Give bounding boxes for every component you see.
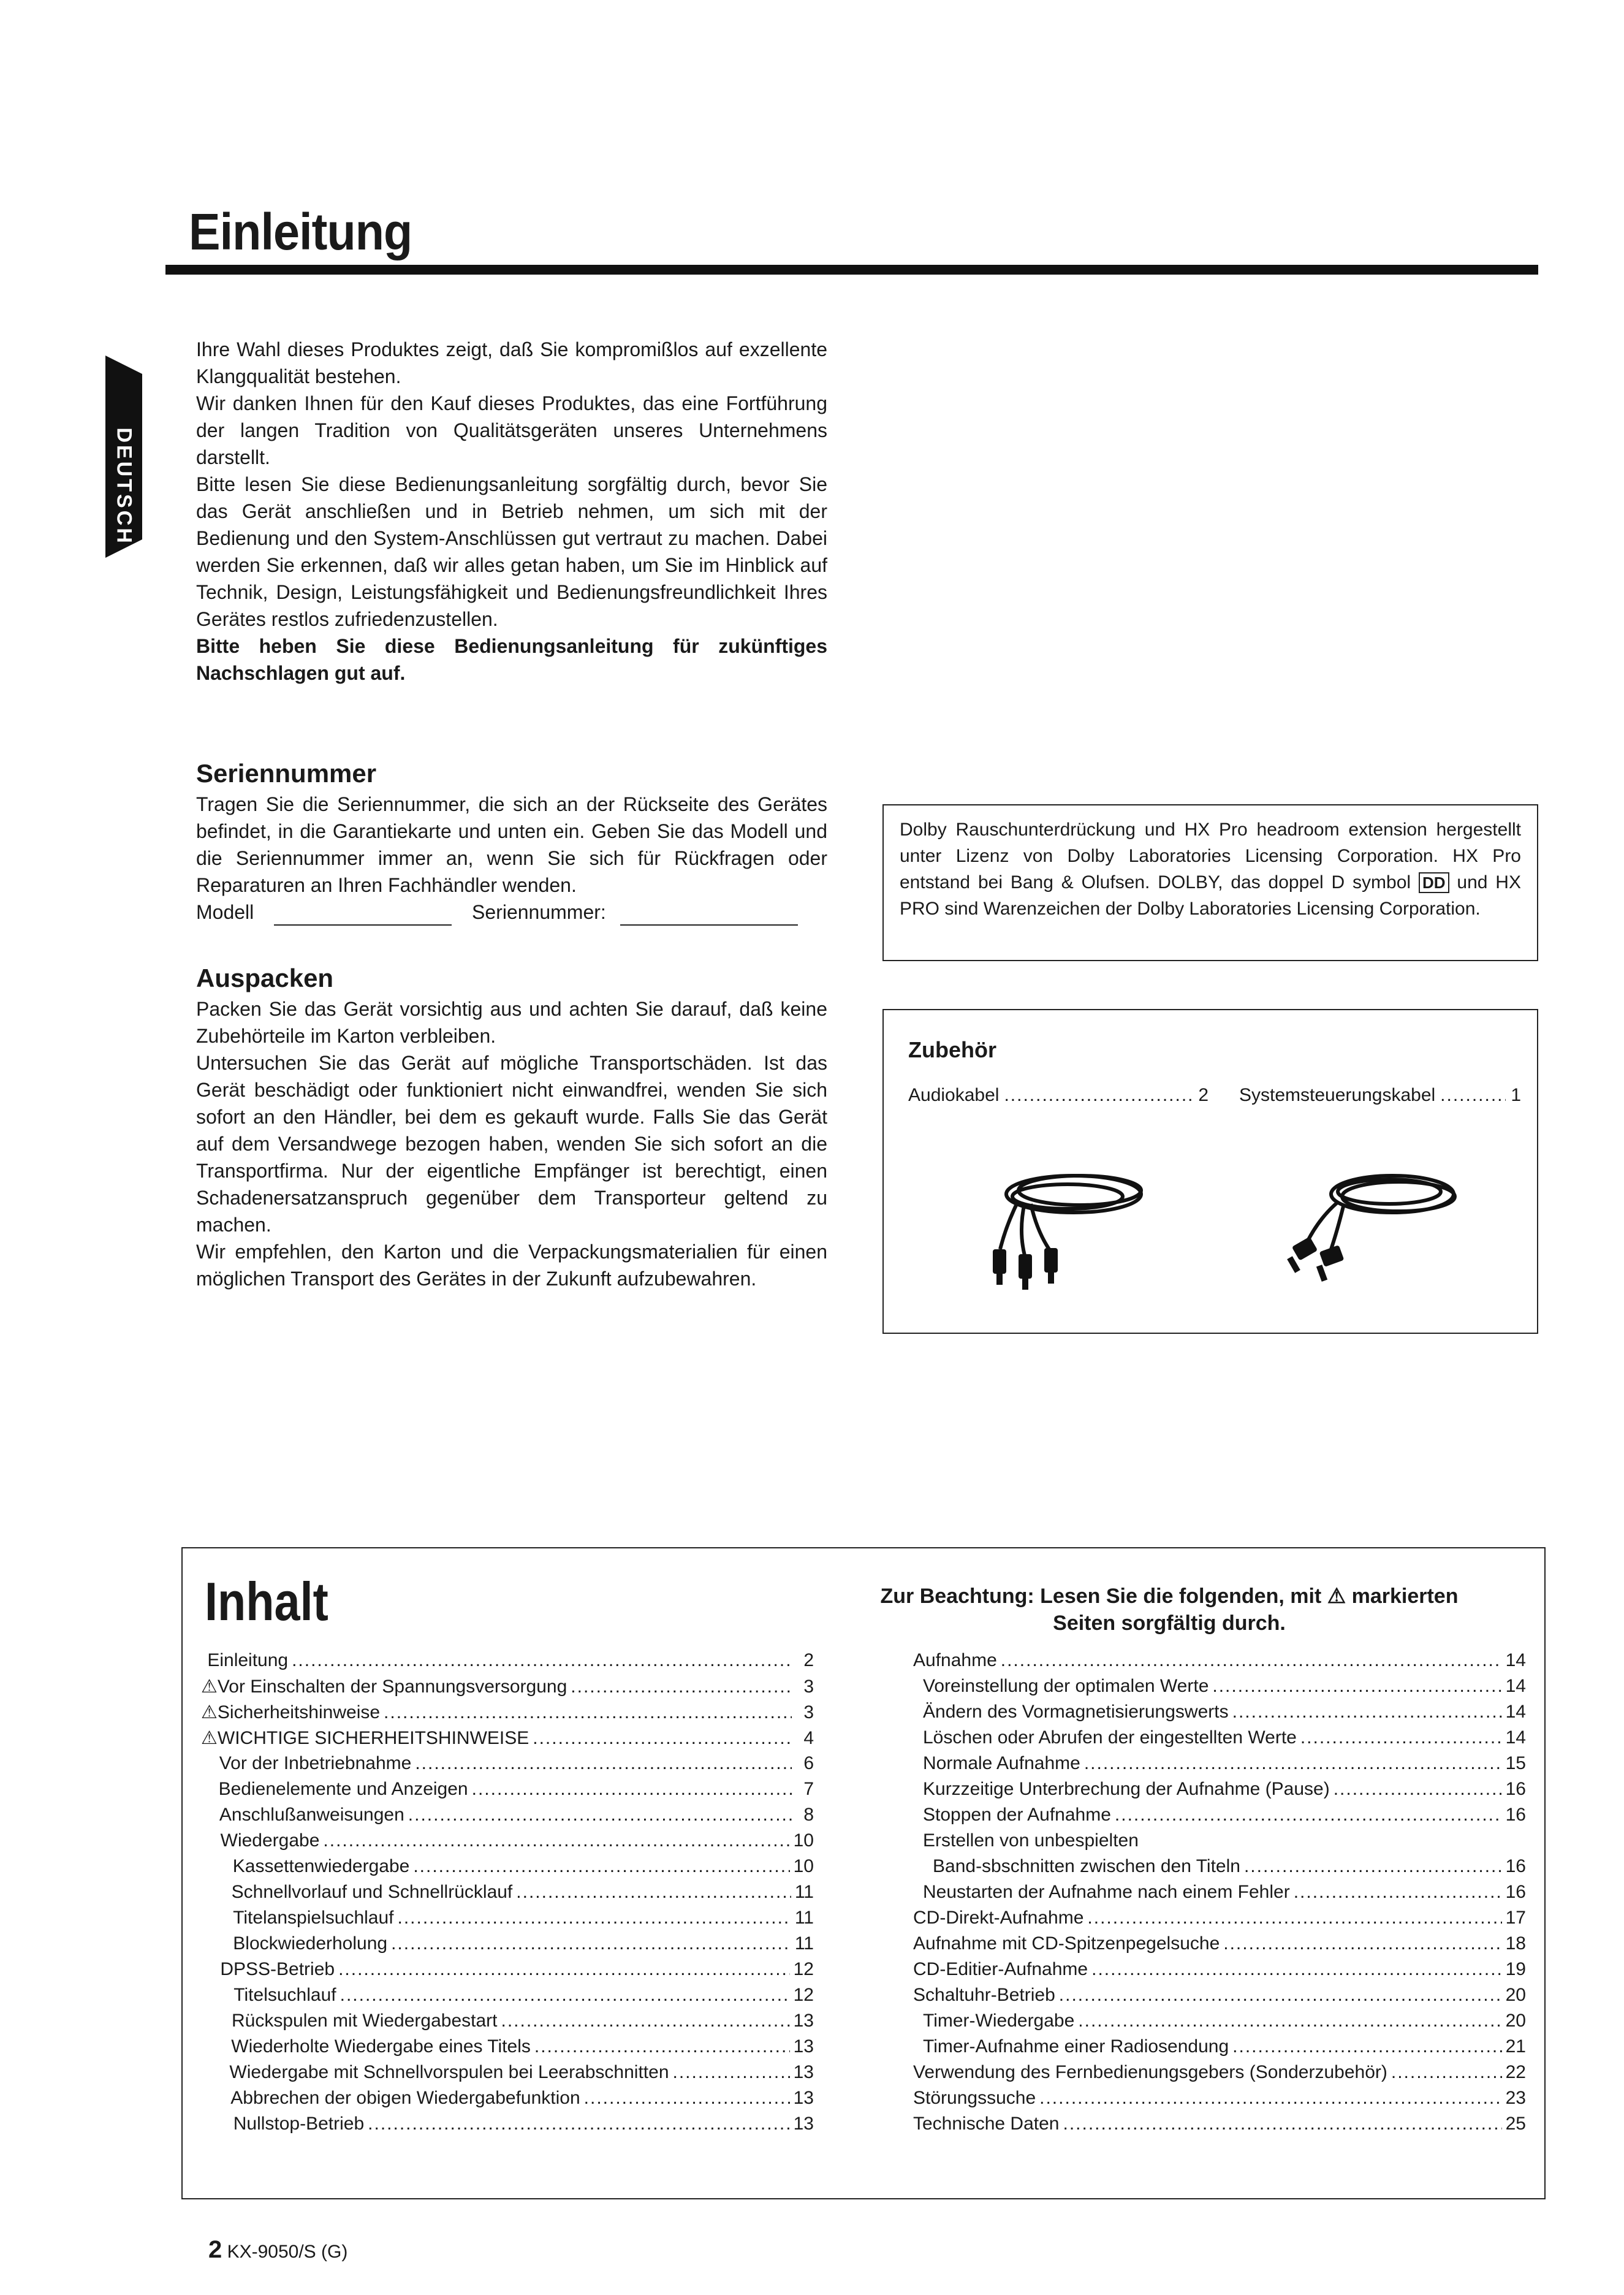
toc-leader-dots	[472, 1779, 792, 1800]
intro-paragraph-1: Ihre Wahl dieses Produktes zeigt, daß Sie kompromißlos auf exzellente Klangqualität bestehen.	[196, 338, 827, 387]
intro-section	[196, 336, 827, 687]
toc-entry[interactable]	[228, 2088, 814, 2114]
toc-leader-dots	[1212, 1676, 1501, 1697]
toc-entry[interactable]	[913, 2062, 1526, 2088]
toc-entry-label: Timer-Wiedergabe	[923, 2011, 1075, 2031]
toc-leader-dots	[516, 1882, 791, 1903]
toc-entry[interactable]	[913, 2088, 1526, 2114]
toc-leader-dots	[1087, 1908, 1501, 1928]
toc-entry-page: 13	[793, 2062, 814, 2082]
toc-leader-dots	[338, 1959, 790, 1980]
dolby-line-1: Dolby Rauschunterdrückung und HX Pro headroom extension hergestellt unter Lizenz von Dolby Laboratories Licensing Corporation. HX Pro entstand bei Bang & Olufsen.	[900, 820, 1521, 893]
toc-entry-page: 4	[803, 1728, 814, 1748]
accessory-audio-cable	[908, 1085, 1209, 1106]
toc-entry[interactable]	[933, 1856, 1526, 1882]
toc-entry-page: 13	[793, 2114, 814, 2134]
dolby-line-2-end: und HX PRO sind Warenzeichen der Dolby Laboratories Licensing Corporation.	[900, 872, 1521, 919]
toc-entry-label: Rückspulen mit Wiedergabestart	[231, 2011, 498, 2031]
toc-leader-dots	[1091, 1959, 1502, 1980]
table-of-contents	[181, 1547, 1546, 2199]
toc-entry-page: 20	[1505, 1985, 1526, 2005]
toc-entry-label: Wiedergabe	[220, 1830, 320, 1851]
toc-entry[interactable]	[228, 1908, 814, 1933]
warning-triangle-icon: ⚠	[201, 1702, 218, 1722]
toc-entry-page: 16	[1505, 1779, 1526, 1799]
toc-entry-label: Vor Einschalten der Spannungsversorgung	[217, 1677, 567, 1697]
toc-entry-label: DPSS-Betrieb	[220, 1959, 335, 1979]
toc-entry-page: 21	[1505, 2036, 1526, 2057]
toc-entry[interactable]	[923, 1676, 1526, 1702]
toc-entry-label: Löschen oder Abrufen der eingestellten Werte	[923, 1727, 1297, 1748]
title-divider	[165, 265, 1538, 275]
toc-leader-dots	[415, 1753, 792, 1774]
toc-leader-dots	[292, 1650, 792, 1671]
toc-entry-page: 6	[803, 1753, 814, 1773]
toc-leader-dots	[584, 2088, 790, 2109]
warning-triangle-icon: ⚠	[201, 1728, 218, 1748]
toc-entry[interactable]	[214, 1779, 814, 1805]
toc-entry-label: Einleitung	[207, 1650, 289, 1670]
toc-leader-dots	[1232, 1702, 1502, 1722]
toc-leader-dots	[533, 1728, 792, 1749]
toc-entry-label: Schnellvorlauf und Schnellrücklauf	[231, 1882, 513, 1902]
toc-leader-dots	[368, 2114, 789, 2134]
toc-entry-label: WICHTIGE SICHERHEITSHINWEISE	[217, 1728, 529, 1748]
toc-entry-label: Technische Daten	[913, 2114, 1060, 2134]
toc-entry-page: 13	[793, 2036, 814, 2057]
toc-leader-dots	[323, 1830, 789, 1851]
accessory-name: Systemsteuerungskabel	[1239, 1085, 1436, 1105]
toc-leader-dots	[1059, 1985, 1502, 2006]
toc-entry[interactable]	[923, 1882, 1526, 1908]
toc-entry-label: Bedienelemente und Anzeigen	[218, 1779, 468, 1799]
toc-leader-dots	[1294, 1882, 1502, 1903]
toc-caution-note	[808, 1583, 1531, 1637]
toc-leader-dots	[340, 1985, 790, 2006]
toc-entry-label: Band-sbschnitten zwischen den Titeln	[933, 1856, 1240, 1876]
serial-number-label: Seriennummer:	[472, 901, 606, 923]
toc-entry[interactable]	[228, 1882, 814, 1908]
toc-entry[interactable]	[228, 2114, 814, 2139]
toc-entry-label: Voreinstellung der optimalen Werte	[923, 1676, 1209, 1696]
toc-leader-dots	[1232, 2036, 1501, 2057]
accessories-box	[882, 1009, 1538, 1334]
warning-triangle-icon: ⚠	[201, 1677, 218, 1697]
toc-entry-label: Blockwiederholung	[233, 1933, 388, 1954]
toc-leader-dots	[1001, 1650, 1502, 1671]
serial-fields	[196, 899, 827, 926]
side-tab-label	[112, 428, 136, 479]
toc-entry-page: 16	[1505, 1882, 1526, 1902]
toc-leader-dots	[1084, 1753, 1502, 1774]
model-code: KX-9050/S (G)	[227, 2242, 348, 2262]
toc-leader-dots	[398, 1908, 791, 1928]
toc-entry[interactable]	[923, 2011, 1526, 2036]
toc-entry-page: 18	[1505, 1933, 1526, 1954]
toc-leader-dots	[501, 2011, 790, 2031]
toc-entry-label: Erstellen von unbespielten	[923, 1830, 1139, 1851]
toc-entry[interactable]	[214, 1805, 814, 1830]
toc-entry-label: Timer-Aufnahme einer Radiosendung	[923, 2036, 1229, 2057]
unpack-section	[196, 965, 827, 1292]
toc-leader-dots	[673, 2062, 790, 2083]
toc-leader-dots	[1300, 1727, 1502, 1748]
toc-leader-dots	[1078, 2011, 1501, 2031]
toc-entry-page: 16	[1505, 1856, 1526, 1876]
toc-entry-label: Abbrechen der obigen Wiedergabefunktion	[230, 2088, 580, 2108]
toc-entry[interactable]	[923, 1702, 1526, 1727]
toc-leader-dots	[534, 2036, 790, 2057]
toc-entry-page: 10	[793, 1830, 814, 1851]
toc-entry[interactable]	[214, 1753, 814, 1779]
toc-leader-dots	[1334, 1779, 1502, 1800]
toc-leader-dots	[1039, 2088, 1501, 2109]
toc-entry-label: Stoppen der Aufnahme	[923, 1805, 1111, 1825]
serial-blank-line	[620, 904, 798, 926]
toc-entry-page: 3	[803, 1677, 814, 1697]
toc-entry-label: Titelanspielsuchlauf	[233, 1908, 394, 1928]
toc-entry[interactable]	[923, 1830, 1526, 1856]
toc-entry[interactable]	[913, 1933, 1526, 1959]
toc-entry-page: 19	[1505, 1959, 1526, 1979]
toc-entry-page: 25	[1505, 2114, 1526, 2134]
toc-entry[interactable]	[923, 2036, 1526, 2062]
toc-entry[interactable]	[201, 1676, 814, 1702]
audio-cable-illustration	[963, 1151, 1147, 1292]
unpack-paragraph-3: Wir empfehlen, den Karton und die Verpackungsmaterialien für einen möglichen Transport des Gerätes in der Zukunft aufzubewahren.	[196, 1241, 827, 1290]
page-number: 2	[208, 2236, 222, 2263]
accessory-name: Audiokabel	[908, 1085, 1000, 1105]
system-cable-illustration	[1270, 1151, 1466, 1292]
unpack-paragraph-2: Untersuchen Sie das Gerät auf mögliche Transportschäden. Ist das Gerät beschädigt oder funktioniert nicht einwandfrei, wenden Sie sich sofort an den Händler, bei dem es gekauft wurde. Falls Sie das Gerät auf dem Versandwege bezogen haben, wenden Sie sich sofort an die Transportfirma. Nur der eigentliche Empfänger ist berechtigt, einen Schadenersatzanspruch gegenüber dem Transporteur geltend zu machen.	[196, 1052, 827, 1236]
toc-entry-page: 14	[1505, 1727, 1526, 1748]
toc-note-line-1: Zur Beachtung: Lesen Sie die folgenden, mit ⚠ markierten	[880, 1585, 1459, 1608]
toc-entry-page: 8	[803, 1805, 814, 1825]
toc-entry-label: CD-Editier-Aufnahme	[913, 1959, 1088, 1979]
toc-entry[interactable]	[913, 1959, 1526, 1985]
toc-entry-page: 11	[794, 1908, 814, 1928]
toc-leader-dots	[408, 1805, 792, 1825]
toc-leader-dots	[1391, 2062, 1502, 2083]
toc-entry-page: 17	[1505, 1908, 1526, 1928]
page-footer	[208, 2236, 347, 2264]
toc-entry[interactable]	[201, 1702, 814, 1727]
toc-entry-page: 3	[803, 1702, 814, 1722]
toc-entry-label: Normale Aufnahme	[923, 1753, 1080, 1773]
toc-entry-page: 11	[794, 1882, 814, 1902]
toc-leader-dots	[1115, 1805, 1502, 1825]
toc-entry-page: 13	[793, 2088, 814, 2108]
toc-entry-page: 14	[1505, 1702, 1526, 1722]
toc-entry[interactable]	[923, 1779, 1526, 1805]
toc-entry-label: Anschlußanweisungen	[219, 1805, 404, 1825]
toc-entry[interactable]	[201, 1727, 814, 1753]
intro-keep-note: Bitte heben Sie diese Bedienungsanleitung für zukünftiges Nachschlagen gut auf.	[196, 635, 827, 684]
accessory-system-cable	[1239, 1085, 1521, 1106]
toc-entry[interactable]	[228, 2036, 814, 2062]
toc-leader-dots	[413, 1856, 789, 1877]
toc-entry[interactable]	[214, 1830, 814, 1856]
toc-entry[interactable]	[228, 2062, 814, 2088]
toc-entry[interactable]	[228, 1933, 814, 1959]
toc-entry-label: Titelsuchlauf	[233, 1985, 336, 2005]
accessories-heading: Zubehör	[908, 1037, 996, 1062]
accessory-count: 2	[1198, 1085, 1209, 1105]
toc-entry[interactable]	[913, 1650, 1526, 1676]
toc-entry-page: 14	[1505, 1676, 1526, 1696]
unpack-heading: Auspacken	[196, 964, 334, 992]
toc-leader-dots	[1223, 1933, 1501, 1954]
toc-leader-dots	[571, 1677, 792, 1697]
toc-leader-dots	[1063, 2114, 1501, 2134]
toc-entry-label: Nullstop-Betrieb	[233, 2114, 365, 2134]
toc-leader-dots	[391, 1933, 791, 1954]
dolby-line-2-start: DOLBY, das doppel D symbol	[1158, 872, 1411, 893]
toc-entry[interactable]	[228, 1856, 814, 1882]
serial-text: Tragen Sie die Seriennummer, die sich an der Rückseite des Gerätes befindet, in die Garantiekarte und unten ein. Geben Sie das Modell und die Seriennummer immer an, wenn Sie sich für Rückfragen oder Reparaturen an Ihren Fachhändler wenden.	[196, 793, 827, 896]
toc-entry-page: 2	[803, 1650, 814, 1670]
toc-entry-page: 12	[793, 1959, 814, 1979]
serial-heading: Seriennummer	[196, 759, 377, 788]
toc-entry[interactable]	[923, 1753, 1526, 1779]
unpack-paragraph-1: Packen Sie das Gerät vorsichtig aus und achten Sie darauf, daß keine Zubehörteile im Karton verbleiben.	[196, 998, 827, 1047]
toc-entry-page: 11	[794, 1933, 814, 1954]
toc-entry-label: Vor der Inbetriebnahme	[219, 1753, 412, 1773]
toc-entry[interactable]	[923, 1805, 1526, 1830]
toc-entry-page: 14	[1505, 1650, 1526, 1670]
toc-entry-page: 16	[1505, 1805, 1526, 1825]
toc-entry-label: CD-Direkt-Aufnahme	[913, 1908, 1084, 1928]
intro-paragraph-2: Wir danken Ihnen für den Kauf dieses Produktes, das eine Fortführung der langen Tradition von Qualitätsgeräten unseres Unternehmens darstellt.	[196, 392, 827, 468]
toc-entry-label: Störungssuche	[913, 2088, 1036, 2108]
toc-entry[interactable]	[214, 1959, 814, 1985]
intro-paragraph-3: Bitte lesen Sie diese Bedienungsanleitung sorgfältig durch, bevor Sie das Gerät anschließen und in Betrieb nehmen, um sich mit der Bedienung und den System-Anschlüssen gut vertraut zu machen. Dabei werden Sie erkennen, daß wir alles getan haben, um Sie im Hinblick auf Technik, Design, Leistungsfähigkeit und Bedienungsfreundlichkeit Ihres Gerätes restlos zufriedenzustellen.	[196, 473, 827, 630]
model-blank-line	[274, 904, 452, 926]
toc-entry-page: 15	[1505, 1753, 1526, 1773]
accessory-count: 1	[1511, 1085, 1521, 1105]
toc-entry[interactable]	[913, 1985, 1526, 2011]
toc-entry[interactable]	[228, 1985, 814, 2011]
toc-entry-page: 22	[1505, 2062, 1526, 2082]
toc-title: Inhalt	[205, 1571, 328, 1632]
page-title: Einleitung	[189, 203, 412, 261]
toc-entry-label: Ändern des Vormagnetisierungswerts	[923, 1702, 1229, 1722]
toc-note-line-2: Seiten sorgfältig durch.	[1053, 1612, 1286, 1635]
toc-entry[interactable]	[201, 1650, 814, 1676]
toc-entry-label: Sicherheitshinweise	[217, 1702, 381, 1722]
toc-entry-page: 10	[793, 1856, 814, 1876]
toc-entry-label: Aufnahme	[913, 1650, 997, 1670]
toc-leader-dots	[1244, 1856, 1502, 1877]
toc-leader-dots	[384, 1702, 792, 1723]
toc-entry[interactable]	[913, 2114, 1526, 2139]
toc-entry-page: 7	[803, 1779, 814, 1799]
toc-entry-label: Aufnahme mit CD-Spitzenpegelsuche	[913, 1933, 1220, 1954]
toc-entry-label: Kassettenwiedergabe	[232, 1856, 410, 1876]
toc-entry-label: Wiederholte Wiedergabe eines Titels	[231, 2036, 531, 2057]
toc-entry-page: 23	[1505, 2088, 1526, 2108]
toc-entry-label: Wiedergabe mit Schnellvorspulen bei Leerabschnitten	[229, 2062, 669, 2082]
toc-entry-label: Schaltuhr-Betrieb	[913, 1985, 1055, 2005]
dolby-notice-box	[882, 804, 1538, 961]
model-label: Modell	[196, 901, 254, 923]
toc-entry[interactable]	[923, 1727, 1526, 1753]
toc-entry-page: 13	[793, 2011, 814, 2031]
toc-entry-label: Neustarten der Aufnahme nach einem Fehler	[923, 1882, 1290, 1902]
toc-entry[interactable]	[228, 2011, 814, 2036]
dolby-symbol: DD	[1419, 872, 1449, 893]
toc-entry-label: Verwendung des Fernbedienungsgebers (Sonderzubehör)	[913, 2062, 1387, 2082]
toc-entry-page: 20	[1505, 2011, 1526, 2031]
toc-entry[interactable]	[913, 1908, 1526, 1933]
toc-entry-page: 12	[793, 1985, 814, 2005]
serial-section	[196, 760, 827, 926]
toc-entry-label: Kurzzeitige Unterbrechung der Aufnahme (Pause)	[923, 1779, 1330, 1799]
